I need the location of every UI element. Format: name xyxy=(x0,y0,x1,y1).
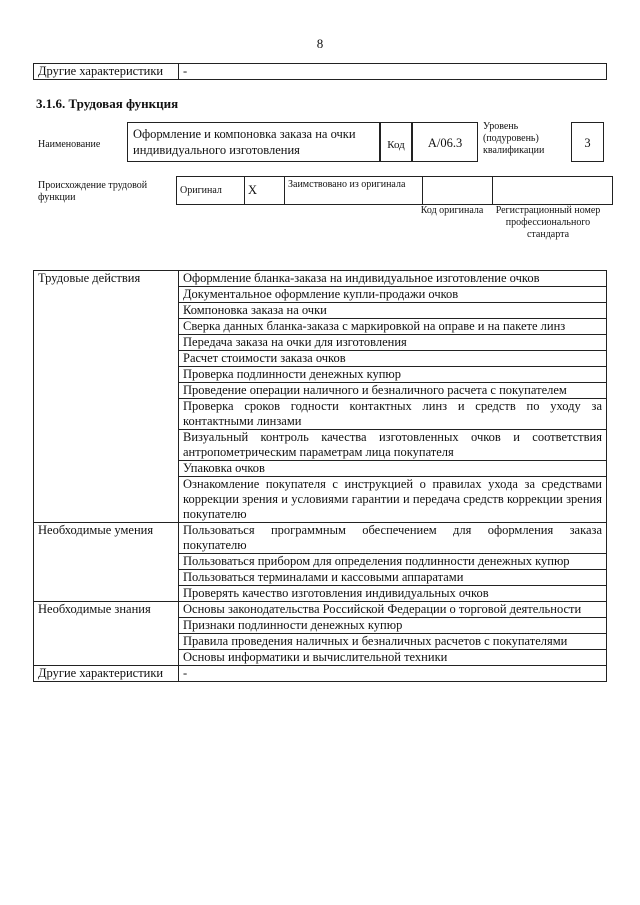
section-item: Признаки подлинности денежных купюр xyxy=(179,618,607,634)
code-original-cell xyxy=(423,177,493,205)
other-characteristics-value: - xyxy=(179,64,607,80)
origin-label: Происхождение трудовой функции xyxy=(38,180,148,203)
registration-number-caption: Регистрационный номер профессионального стандарта xyxy=(495,205,601,240)
other-characteristics-prev-table xyxy=(33,63,607,80)
section-item: Упаковка очков xyxy=(179,461,607,477)
section-item: Визуальный контроль качества изготовленных очков и соответствия антропометрическим параметрам лица покупателя xyxy=(179,430,607,461)
other-characteristics-label: Другие характеристики xyxy=(34,64,179,80)
section-item: Расчет стоимости заказа очков xyxy=(179,351,607,367)
section-item: Основы информатики и вычислительной техники xyxy=(179,650,607,666)
section-item: Документальное оформление купли-продажи очков xyxy=(179,287,607,303)
table-row xyxy=(34,666,607,682)
level-label-line3: квалификации xyxy=(483,145,545,156)
qualification-level-value: 3 xyxy=(571,122,604,162)
section-item: Пользоваться программным обеспечением для оформления заказа покупателю xyxy=(179,523,607,554)
section-item: Проверка сроков годности контактных линз и средств по уходу за контактными линзами xyxy=(179,399,607,430)
section-item: Проведение операции наличного и безналичного расчета с покупателем xyxy=(179,383,607,399)
section-item: Проверка подлинности денежных купюр xyxy=(179,367,607,383)
section-category: Необходимые умения xyxy=(34,523,179,602)
original-mark: X xyxy=(245,177,285,205)
section-item: Оформление бланка-заказа на индивидуальное изготовление очков xyxy=(179,271,607,287)
section-item: Передача заказа на очки для изготовления xyxy=(179,335,607,351)
section-title: 3.1.6. Трудовая функция xyxy=(36,96,179,111)
section-item: Компоновка заказа на очки xyxy=(179,303,607,319)
page-number: 8 xyxy=(316,36,324,51)
table-row xyxy=(34,271,607,287)
section-item: Пользоваться прибором для определения подлинности денежных купюр xyxy=(179,554,607,570)
name-label: Наименование xyxy=(38,139,101,150)
level-label-line1: Уровень xyxy=(483,121,519,132)
qualification-level-label xyxy=(483,121,544,157)
origin-table xyxy=(176,176,613,205)
section-item: Ознакомление покупателя с инструкцией о правилах ухода за средствами коррекции зрения и условиями гарантии и передача средств коррекции зрения покупателю xyxy=(179,477,607,523)
original-label: Оригинал xyxy=(177,177,245,205)
labor-function-table xyxy=(33,270,607,682)
borrowed-label: Заимствовано из оригинала xyxy=(285,177,423,205)
code-original-caption: Код оригинала xyxy=(420,205,484,216)
section-item: Проверять качество изготовления индивидуальных очков xyxy=(179,586,607,602)
function-name-box: Оформление и компоновка заказа на очки индивидуального изготовления xyxy=(127,122,380,162)
section-category: Трудовые действия xyxy=(34,271,179,523)
table-row xyxy=(34,523,607,554)
registration-number-cell xyxy=(493,177,613,205)
section-category: Необходимые знания xyxy=(34,602,179,666)
section-item: Пользоваться терминалами и кассовыми аппаратами xyxy=(179,570,607,586)
level-label-line2: (подуровень) xyxy=(483,133,539,144)
table-row xyxy=(34,602,607,618)
section-item: Правила проведения наличных и безналичных расчетов с покупателями xyxy=(179,634,607,650)
section-item: Основы законодательства Российской Федерации о торговой деятельности xyxy=(179,602,607,618)
code-label: Код xyxy=(380,122,412,162)
section-item: Сверка данных бланка-заказа с маркировкой на оправе и на пакете линз xyxy=(179,319,607,335)
section-category: Другие характеристики xyxy=(34,666,179,682)
section-item: - xyxy=(179,666,607,682)
code-value: А/06.3 xyxy=(412,122,478,162)
